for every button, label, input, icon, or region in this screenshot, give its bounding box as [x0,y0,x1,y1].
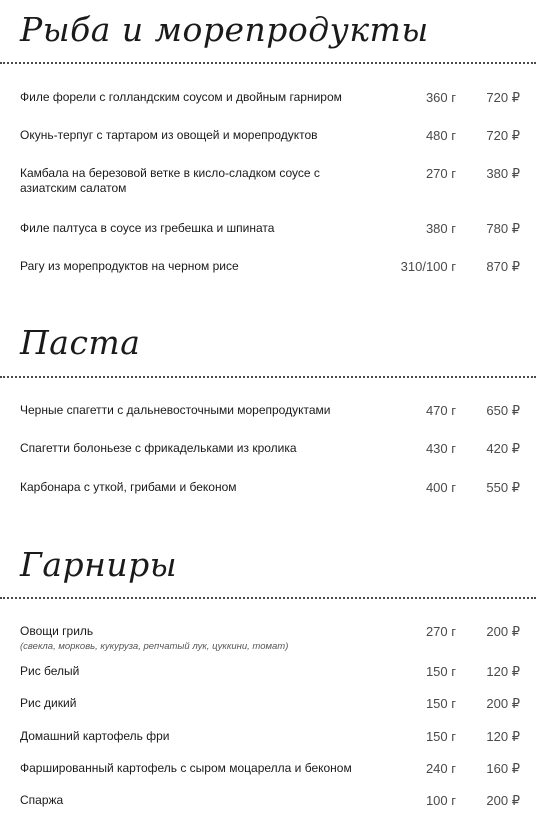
item-name-text: Овощи гриль [20,624,94,638]
item-name: Черные спагетти с дальневосточными морепродуктами [20,403,331,417]
section-title-pasta: Паста [20,323,141,362]
item-name: Окунь-терпуг с тартаром из овощей и морепродуктов [20,128,318,142]
item-weight: 150 г [425,729,456,744]
item-weight: 470 г [425,403,456,418]
item-price: 420 ₽ [486,441,520,456]
item-price: 650 ₽ [486,403,520,418]
section-title-fish: Рыба и морепродукты [20,10,429,49]
item-price: 720 ₽ [486,90,520,105]
item-name: Рис белый [20,664,80,678]
item-name: Филе форели с голландским соусом и двойным гарниром [20,90,342,104]
item-price: 200 ₽ [486,624,520,639]
item-weight: 430 г [425,441,456,456]
item-note: (свекла, морковь, кукуруза, репчатый лук, цуккини, томат) [20,641,289,652]
item-weight: 270 г [425,624,456,639]
item-name: Рис дикий [20,696,77,710]
section-divider [0,376,536,378]
item-name: Фаршированный картофель с сыром моцарелла и беконом [20,761,352,775]
item-price: 200 ₽ [486,696,520,711]
item-weight: 480 г [425,128,456,143]
item-weight: 310/100 г [400,259,456,274]
section-title-sides: Гарниры [20,545,178,584]
item-name: Рагу из морепродуктов на черном рисе [20,259,239,273]
item-price: 160 ₽ [486,761,520,776]
item-name: Камбала на березовой ветке в кисло-сладком соусе с азиатским салатом [20,166,320,195]
item-weight: 360 г [425,90,456,105]
section-divider [0,62,536,64]
item-name: Карбонара с уткой, грибами и беконом [20,480,237,494]
item-weight: 380 г [425,221,456,236]
item-price: 550 ₽ [486,480,520,495]
item-name [20,624,380,653]
item-name: Домашний картофель фри [20,729,170,743]
item-price: 120 ₽ [486,664,520,679]
item-weight: 100 г [425,793,456,808]
item-price: 780 ₽ [486,221,520,236]
item-price: 200 ₽ [486,793,520,808]
item-weight: 400 г [425,480,456,495]
item-weight: 240 г [425,761,456,776]
item-weight: 270 г [425,166,456,181]
section-divider [0,597,536,599]
item-weight: 150 г [425,696,456,711]
item-price: 720 ₽ [486,128,520,143]
item-price: 870 ₽ [486,259,520,274]
item-price: 380 ₽ [486,166,520,181]
item-name: Спаржа [20,793,64,807]
item-name: Спагетти болоньезе с фрикадельками из кролика [20,441,297,455]
item-name: Филе палтуса в соусе из гребешка и шпината [20,221,275,235]
item-weight: 150 г [425,664,456,679]
item-price: 120 ₽ [486,729,520,744]
